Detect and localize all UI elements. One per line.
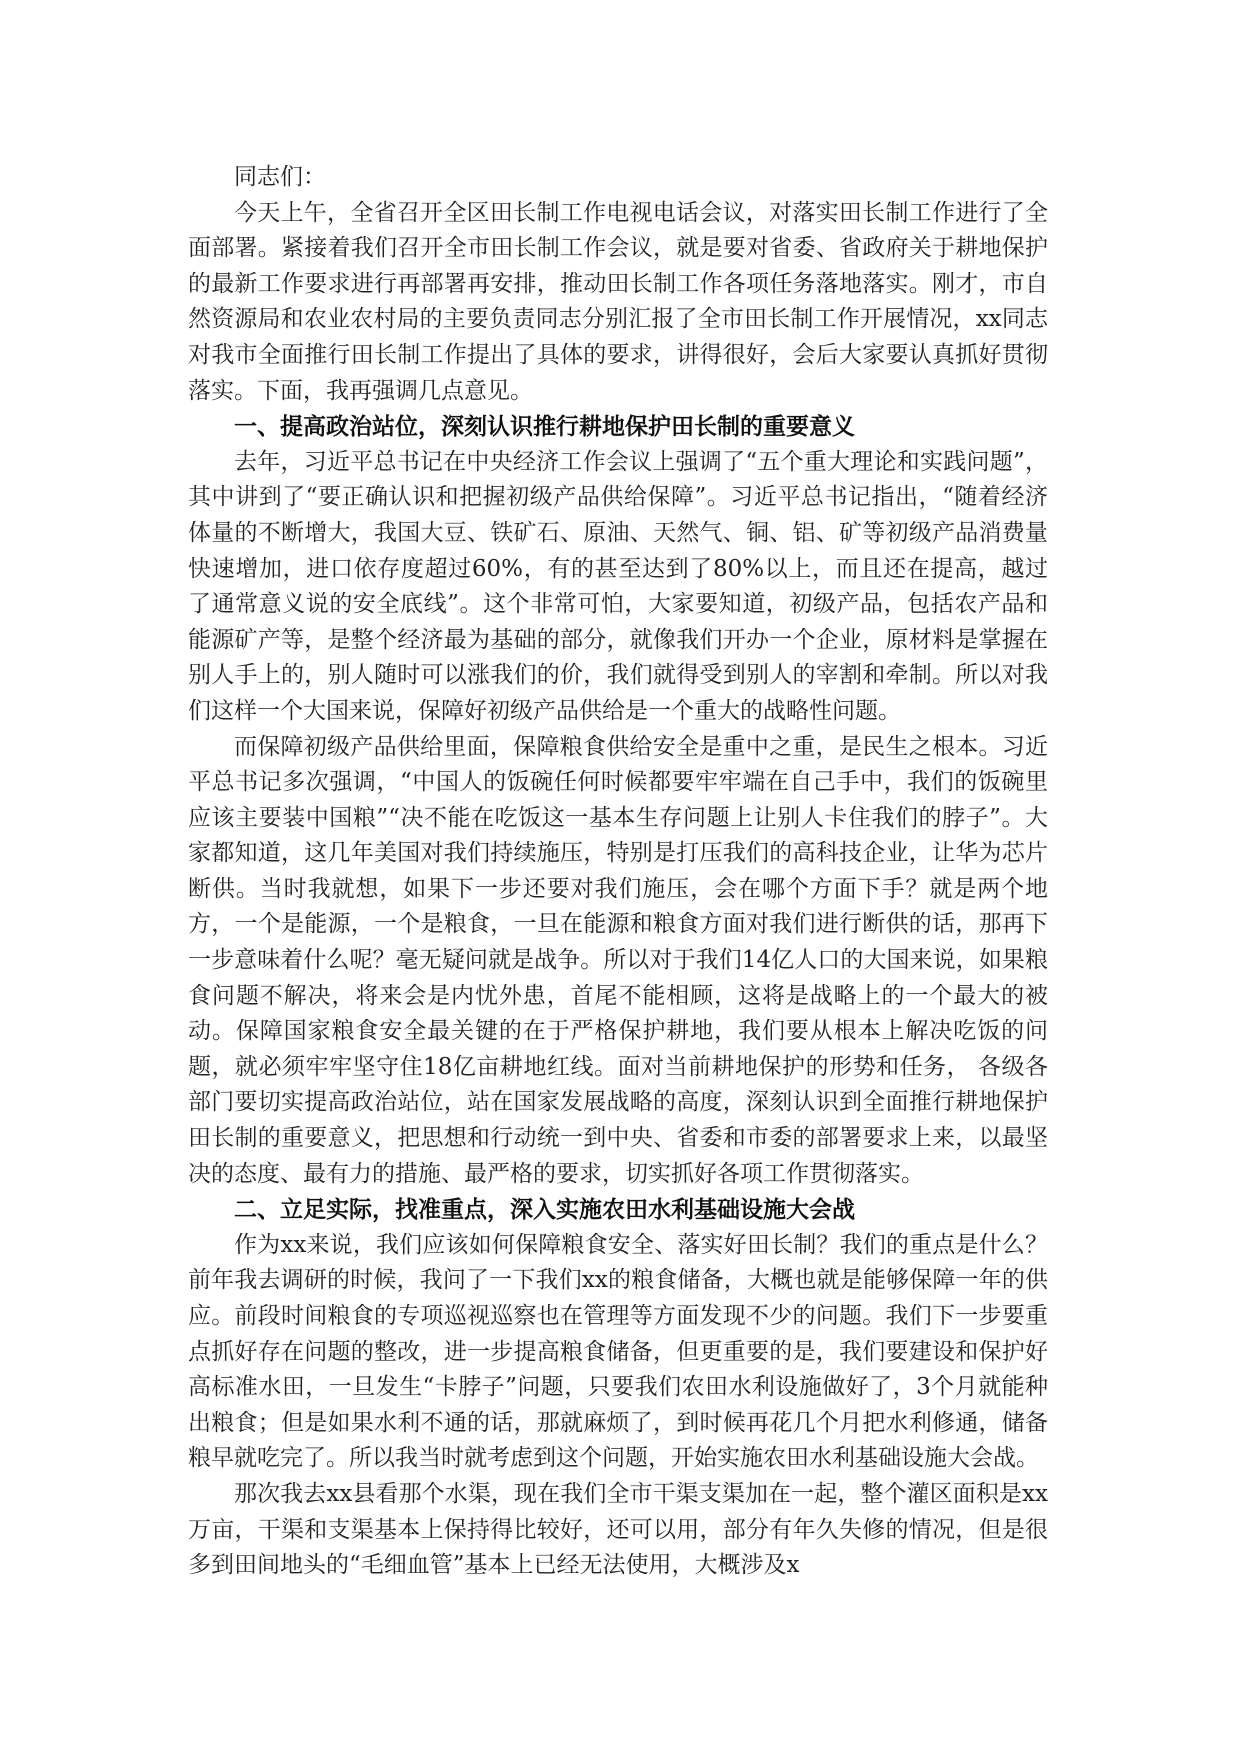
section-1-paragraph-2: 而保障初级产品供给里面，保障粮食供给安全是重中之重，是民生之根本。习近平总书记多次强调，“中国人的饭碗任何时候都要牢牢端在自己手中，我们的饭碗里应该主要装中国粮”“决不能在吃饭这一基本生存问题上让别人卡住我们的脖子”。大家都知道，这几年美国对我们持续施压，特别是打压我们的高科技企业，让华为芯片断供。当时我就想，如果下一步还要对我们施压，会在哪个方面下手？就是两个地方，一个是能源，一个是粮食，一旦在能源和粮食方面对我们进行断供的话，那再下一步意味着什么呢？毫无疑问就是战争。所以对于我们14亿人口的大国来说，如果粮食问题不解决，将来会是内忧外患，首尾不能相顾，这将是战略上的一个最大的被动。保障国家粮食安全最关键的在于严格保护耕地，我们要从根本上解决吃饭的问题，就必须牢牢坚守住18亿亩耕地红线。面对当前耕地保护的形势和任务， 各级各部门要切实提高政治站位，站在国家发展战略的高度，深刻认识到全面推行耕地保护田长制的重要意义，把思想和行动统一到中央、省委和市委的部署要求上来，以最坚决的态度、最有力的措施、最严格的要求，切实抓好各项工作贯彻落实。 (188, 733, 1048, 1187)
section-2-paragraph-1: 作为xx来说，我们应该如何保障粮食安全、落实好田长制？我们的重点是什么？前年我去调研的时候，我问了一下我们xx的粮食储备，大概也就是能够保障一年的供应。前段时间粮食的专项巡视巡察也在管理等方面发现不少的问题。我们下一步要重点抓好存在问题的整改，进一步提高粮食储备，但更重要的是，我们要建设和保护好高标准水田，一旦发生“卡脖子”问题，只要我们农田水利设施做好了，3个月就能种出粮食；但是如果水利不通的话，那就麻烦了，到时候再花几个月把水利修通，储备粮早就吃完了。所以我当时就考虑到这个问题，开始实施农田水利基础设施大会战。 (188, 1231, 1048, 1472)
intro-paragraph: 今天上午，全省召开全区田长制工作电视电话会议，对落实田长制工作进行了全面部署。紧接着我们召开全市田长制工作会议，就是要对省委、省政府关于耕地保护的最新工作要求进行再部署再安排，推动田长制工作各项任务落地落实。刚才，市自然资源局和农业农村局的主要负责同志分别汇报了全市田长制工作开展情况，xx同志对我市全面推行田长制工作提出了具体的要求，讲得很好，会后大家要认真抓好贯彻落实。下面，我再强调几点意见。 (188, 199, 1048, 404)
salutation: 同志们： (234, 164, 326, 190)
section-2-paragraph-2: 那次我去xx县看那个水渠，现在我们全市干渠支渠加在一起，整个灌区面积是xx万亩，干渠和支渠基本上保持得比较好，还可以用，部分有年久失修的情况，但是很多到田间地头的“毛细血管”基本上已经无法使用，大概涉及x (188, 1480, 1048, 1579)
section-1-paragraph-1: 去年，习近平总书记在中央经济工作会议上强调了“五个重大理论和实践问题”，其中讲到了“要正确认识和把握初级产品供给保障”。习近平总书记指出，“随着经济体量的不断增大，我国大豆、铁矿石、原油、天然气、铜、铝、矿等初级产品消费量快速增加，进口依存度超过60%，有的甚至达到了80%以上，而且还在提高，越过了通常意义说的安全底线”。这个非常可怕，大家要知道，初级产品，包括农产品和能源矿产等，是整个经济最为基础的部分，就像我们开办一个企业，原材料是掌握在别人手上的，别人随时可以涨我们的价，我们就得受到别人的宰割和牵制。所以对我们这样一个大国来说，保障好初级产品供给是一个重大的战略性问题。 (188, 448, 1048, 724)
section-1-heading: 一、提高政治站位，深刻认识推行耕地保护田长制的重要意义 (234, 413, 855, 441)
document-body (188, 160, 1048, 1584)
section-2-heading: 二、立足实际，找准重点，深入实施农田水利基础设施大会战 (234, 1196, 855, 1224)
